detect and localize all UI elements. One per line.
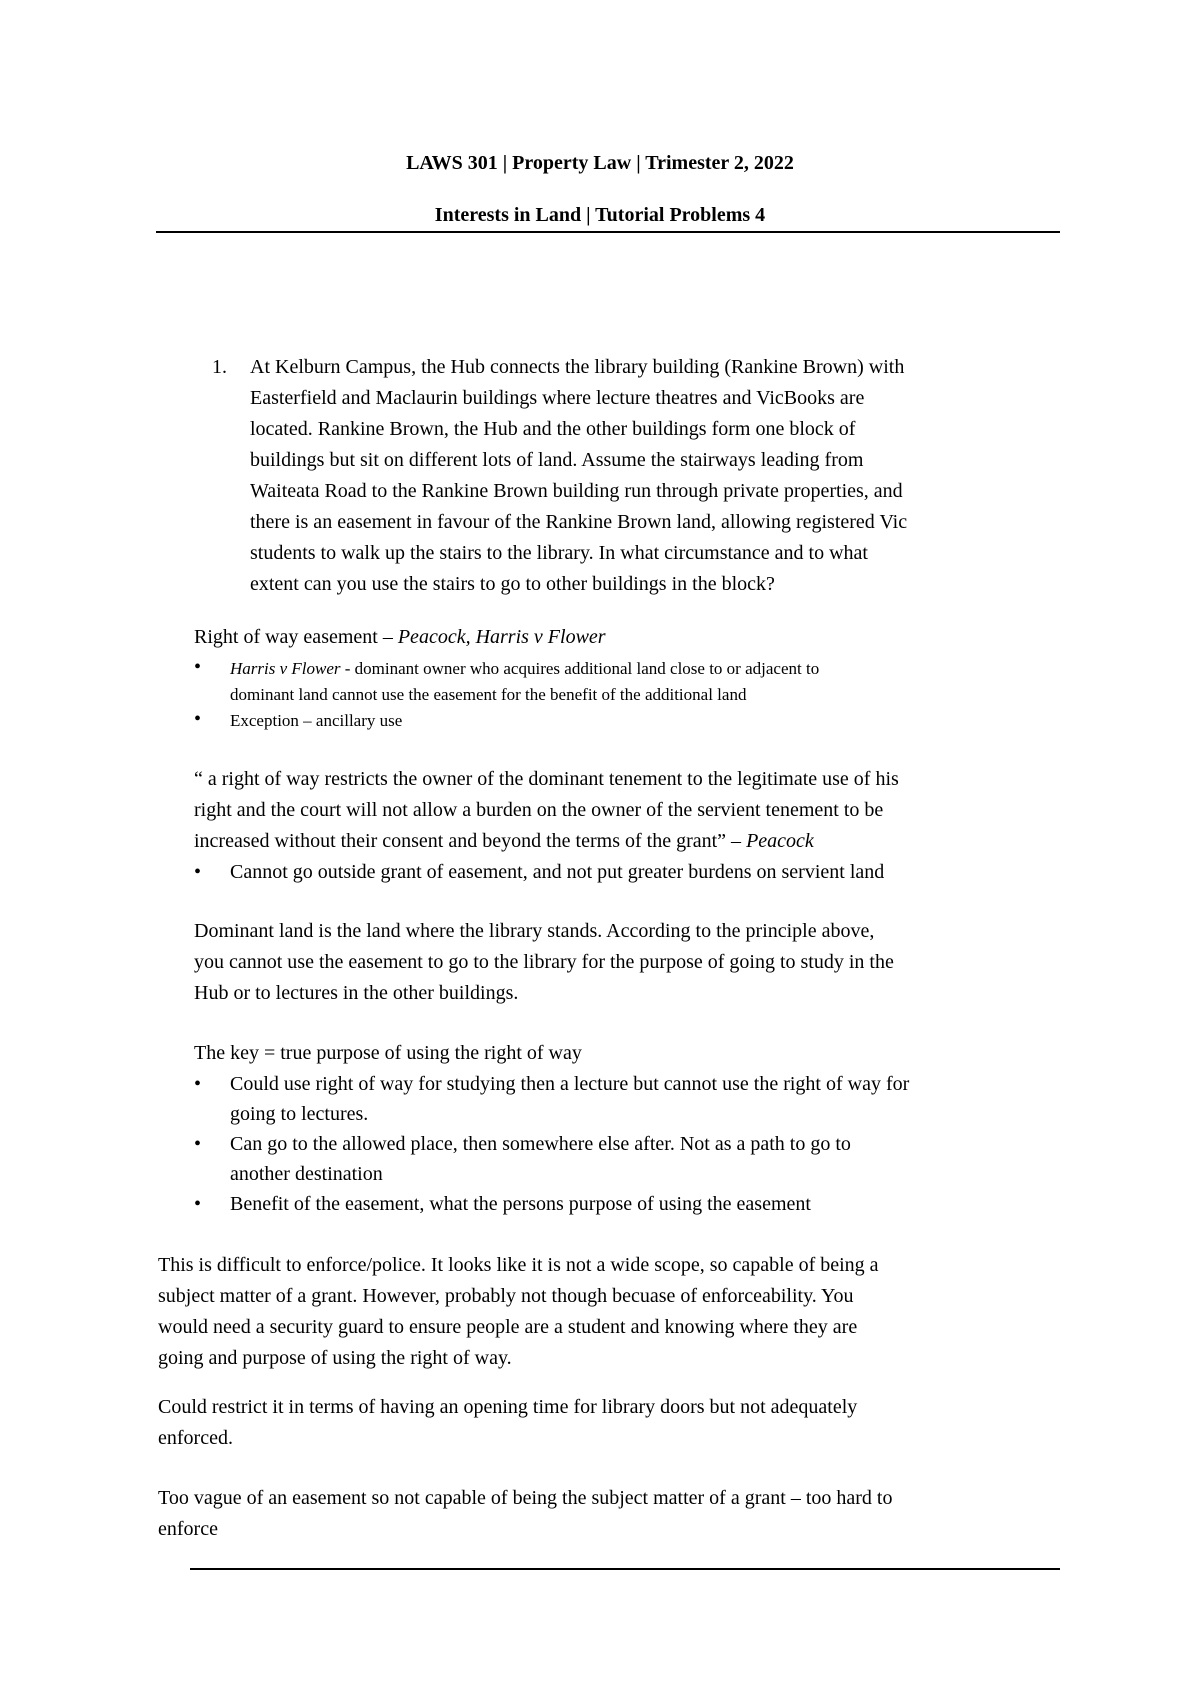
- question-line: buildings but sit on different lots of land. Assume the stairways leading from: [250, 449, 864, 471]
- bullet-line: dominant land cannot use the easement for the benefit of the additional land: [230, 685, 747, 704]
- peacock-quote: [194, 764, 1074, 857]
- bullet-icon: •: [194, 1193, 202, 1215]
- paragraph-line: Hub or to lectures in the other buildings.: [194, 982, 519, 1004]
- right-of-way-heading-text: Right of way easement –: [194, 626, 398, 648]
- paragraph-line: Could restrict it in terms of having an opening time for library doors but not adequately: [158, 1396, 858, 1418]
- bullet-line: Benefit of the easement, what the persons purpose of using the easement: [230, 1193, 811, 1215]
- bullet-icon: •: [194, 708, 202, 730]
- list-item: [194, 656, 1074, 708]
- bullet-text: - dominant owner who acquires additional land close to or adjacent to: [340, 659, 820, 678]
- list-item: [194, 708, 1074, 734]
- list-item: [194, 857, 1074, 887]
- bullet-icon: •: [194, 1133, 202, 1155]
- bullet-line: [230, 656, 1074, 682]
- right-of-way-heading: [194, 622, 1074, 653]
- footer-rule: [190, 1568, 1060, 1570]
- question-line: students to walk up the stairs to the library. In what circumstance and to what: [250, 542, 868, 564]
- paragraph-line: Too vague of an easement so not capable of being the subject matter of a grant – too hard to: [158, 1487, 893, 1509]
- bullet-icon: •: [194, 1073, 202, 1095]
- document-subtitle: Interests in Land | Tutorial Problems 4: [434, 204, 766, 226]
- paragraph-line: enforced.: [158, 1427, 233, 1449]
- enforceability-paragraph: [158, 1250, 1068, 1374]
- question-number: 1.: [212, 356, 227, 378]
- question-text: [250, 352, 1070, 600]
- key-heading: The key = true purpose of using the right of way: [194, 1042, 582, 1064]
- bullet-line: another destination: [230, 1163, 383, 1185]
- document-title: LAWS 301 | Property Law | Trimester 2, 2022: [406, 152, 794, 174]
- list-item: [194, 1189, 1074, 1219]
- question-line: located. Rankine Brown, the Hub and the other buildings form one block of: [250, 418, 856, 440]
- header-rule: [156, 231, 1060, 233]
- bullet-icon: •: [194, 656, 202, 678]
- right-of-way-cases: Peacock, Harris v Flower: [397, 626, 606, 648]
- dominant-land-paragraph: [194, 916, 1074, 1009]
- bullet-icon: •: [194, 861, 202, 883]
- question-line: Waiteata Road to the Rankine Brown building run through private properties, and: [250, 480, 903, 502]
- quote-line: “ a right of way restricts the owner of the dominant tenement to the legitimate use of his: [194, 768, 899, 790]
- conclusion-paragraph: [158, 1483, 1068, 1545]
- question-line: extent can you use the stairs to go to other buildings in the block?: [250, 573, 775, 595]
- paragraph-line: Dominant land is the land where the library stands. According to the principle above,: [194, 920, 875, 942]
- paragraph-line: enforce: [158, 1518, 218, 1540]
- question-line: At Kelburn Campus, the Hub connects the library building (Rankine Brown) with: [250, 356, 905, 378]
- paragraph-line: This is difficult to enforce/police. It looks like it is not a wide scope, so capable of being a: [158, 1254, 879, 1276]
- quote-line: [194, 826, 1074, 857]
- quote-citation: Peacock: [746, 830, 814, 852]
- right-of-way-bullets: [194, 656, 1074, 734]
- key-bullets: [194, 1069, 1074, 1219]
- paragraph-line: would need a security guard to ensure people are a student and knowing where they are: [158, 1316, 858, 1338]
- list-item: [194, 1069, 1074, 1129]
- restriction-paragraph: [158, 1392, 1068, 1454]
- paragraph-line: subject matter of a grant. However, probably not though becuase of enforceability. You: [158, 1285, 854, 1307]
- quote-text: increased without their consent and beyond the terms of the grant” –: [194, 830, 747, 852]
- paragraph-line: going and purpose of using the right of way.: [158, 1347, 512, 1369]
- bullet-line: Exception – ancillary use: [230, 711, 403, 730]
- list-item: [194, 1129, 1074, 1189]
- question-line: there is an easement in favour of the Rankine Brown land, allowing registered Vic: [250, 511, 908, 533]
- quote-bullets: [194, 857, 1074, 887]
- bullet-line: Could use right of way for studying then a lecture but cannot use the right of way for: [230, 1073, 910, 1095]
- quote-line: right and the court will not allow a burden on the owner of the servient tenement to be: [194, 799, 884, 821]
- case-name: Harris v Flower: [230, 659, 341, 678]
- bullet-line: going to lectures.: [230, 1103, 369, 1125]
- paragraph-line: you cannot use the easement to go to the library for the purpose of going to study in the: [194, 951, 894, 973]
- bullet-line: Can go to the allowed place, then somewhere else after. Not as a path to go to: [230, 1133, 851, 1155]
- bullet-line: Cannot go outside grant of easement, and not put greater burdens on servient land: [230, 861, 885, 883]
- question-line: Easterfield and Maclaurin buildings where lecture theatres and VicBooks are: [250, 387, 865, 409]
